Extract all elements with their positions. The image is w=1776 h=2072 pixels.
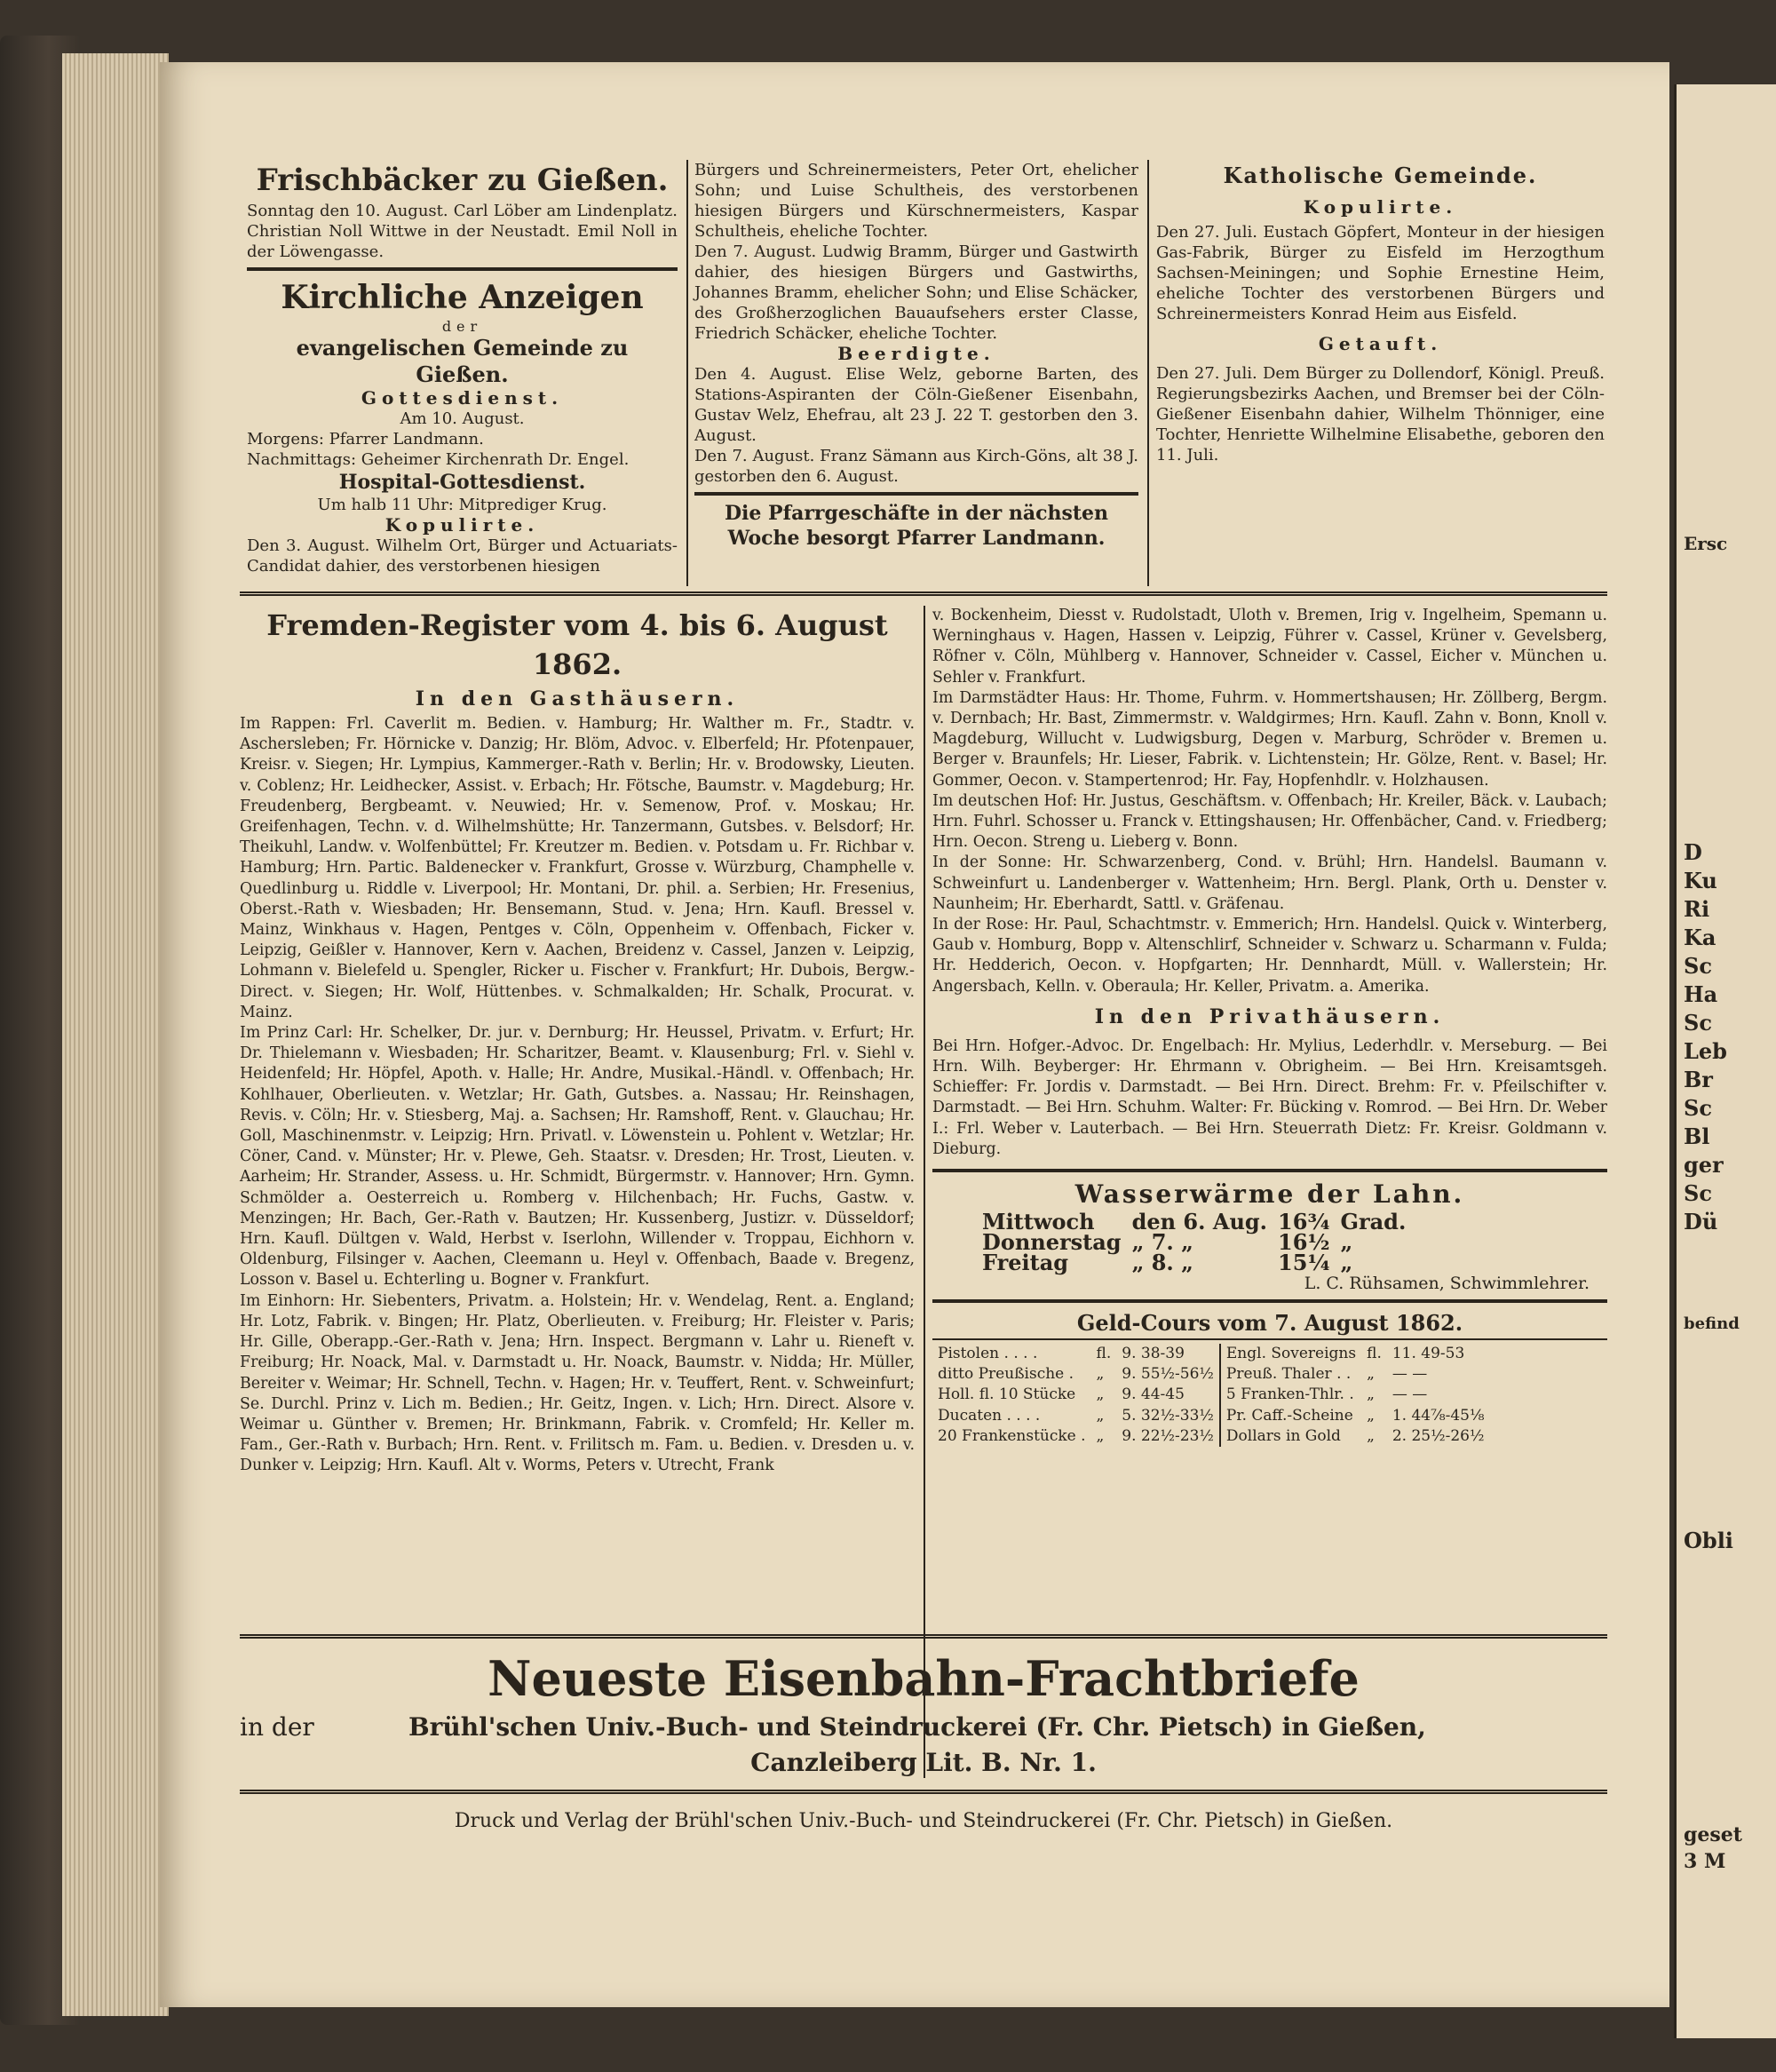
money-value: 9. 44-45	[1122, 1385, 1185, 1404]
facing-page-fragment: Ri	[1684, 896, 1710, 922]
section-divider	[240, 1634, 1607, 1639]
money-row	[932, 1406, 1220, 1426]
church-der: der	[441, 318, 483, 335]
facing-page-fragment: Br	[1684, 1067, 1713, 1092]
facing-page	[1674, 84, 1776, 2038]
money-name: Pr. Caff.-Scheine	[1225, 1406, 1353, 1425]
water-date: den 6. Aug.	[1131, 1209, 1268, 1235]
money-currency: „	[1367, 1426, 1375, 1445]
register-title: Fremden-Register vom 4. bis 6. August 1862.	[266, 608, 888, 681]
water-date: „ 8. „	[1131, 1250, 1193, 1276]
register-column-1	[240, 606, 915, 1477]
money-name: Preuß. Thaler . .	[1225, 1365, 1352, 1384]
church-subtitle: evangelischen Gemeinde zu Gießen.	[296, 335, 629, 387]
money-name: Holl. fl. 10 Stücke	[938, 1385, 1076, 1404]
bakers-title: Frischbäcker zu Gießen.	[256, 163, 669, 198]
money-currency: fl.	[1096, 1344, 1112, 1362]
money-value: 9. 55½-56½	[1122, 1365, 1214, 1384]
ad-line-2	[240, 1710, 1607, 1745]
register-column-2	[932, 606, 1607, 1447]
water-day: Mittwoch	[982, 1209, 1095, 1235]
money-currency: „	[1367, 1406, 1375, 1425]
ad-address: Canzleiberg Lit. B. Nr. 1.	[750, 1748, 1097, 1777]
register-private: Bei Hrn. Hofger.-Advoc. Dr. Engelbach: Hr. Mylius, Lederhdlr. v. Merseburg. — Bei Hrn. Wilh. Beyberger: Hr. Ehrmann v. Obrigheim. — Bei Hrn. Kreisamtsgeh. Schieffer: Fr. Jordis v. Darmstadt. — Bei Hrn. Direct. Brehm: Fr. v. Pfeilschifter v. Darmstadt. — Bei Hrn. Schuhm. Walter: Fr. Bücking v. Romrod. — Bei Hrn. Dr. Weber I.: Frl. Weber v. Lauterbach. — Bei Hrn. Steuerrath Dietz: Fr. Kreisr. Goldmann v. Dieburg.	[932, 1036, 1607, 1158]
water-date: „ 7. „	[1131, 1229, 1193, 1256]
water-day: Donnerstag	[982, 1229, 1122, 1256]
water-table	[977, 1211, 1411, 1274]
money-row	[932, 1385, 1220, 1405]
money-row	[932, 1426, 1220, 1447]
money-value: — —	[1391, 1365, 1428, 1384]
water-row	[977, 1252, 1411, 1273]
money-value: 9. 22½-23½	[1122, 1426, 1214, 1445]
catholic-kopulirte-heading: Kopulirte.	[1303, 196, 1458, 218]
facing-page-fragment: geset	[1684, 1823, 1742, 1846]
ad-in-der: in der	[240, 1712, 314, 1742]
money-name: 5 Franken-Thlr. .	[1225, 1385, 1354, 1404]
divider	[247, 267, 678, 271]
facing-page-fragment: Ku	[1684, 868, 1717, 893]
pastor-notice: Die Pfarrgeschäfte in der nächsten Woche besorgt Pfarrer Landmann.	[724, 502, 1109, 550]
money-row	[932, 1344, 1220, 1364]
service-date: Am 10. August.	[400, 409, 525, 428]
money-name: 20 Frankenstücke .	[938, 1426, 1086, 1445]
money-exchange	[932, 1308, 1607, 1447]
register-rose: In der Rose: Hr. Paul, Schachtmstr. v. Emmerich; Hrn. Handelsl. Quick v. Winterberg, Gaub v. Homburg, Bopp v. Altenschlirf, Schneider v. Schwarz u. Scharmann v. Fulda; Hr. Hedderich, Oecon. v. Hopfgarten; Hr. Dennhardt, Müll. v. Wallerstein; Hr. Angersbach, Kelln. v. Oberaula; Hr. Keller, Privatm. a. Amerika.	[932, 916, 1607, 996]
facing-page-fragment: Sc	[1684, 1180, 1712, 1206]
money-currency: fl.	[1367, 1344, 1382, 1362]
bakers-text: Sonntag den 10. August. Carl Löber am Lindenplatz. Christian Noll Wittwe in der Neustadt. Emil Noll in der Löwengasse.	[247, 202, 678, 261]
money-currency: „	[1367, 1365, 1375, 1384]
money-name: Ducaten . . . .	[938, 1406, 1041, 1425]
water-unit: „	[1340, 1229, 1353, 1256]
money-row	[1221, 1344, 1490, 1364]
water-value: 15¹⁄₄	[1278, 1250, 1330, 1276]
money-value: 2. 25½-26½	[1391, 1426, 1485, 1445]
money-row	[1221, 1426, 1490, 1447]
catholic-getauft-text: Den 27. Juli. Dem Bürger zu Dollendorf, Königl. Preuß. Regierungsbezirks Aachen, und Bremser bei der Cöln-Gießener Eisenbahn dahier, Wilhelm Thönniger, eine Tochter, Henriette Wilhelmine Elisabethe, geboren den 11. Juli.	[1156, 364, 1605, 464]
money-value: 9. 38-39	[1122, 1344, 1185, 1362]
facing-page-fragment: Obli	[1684, 1528, 1733, 1553]
section-divider	[240, 591, 1607, 596]
church-title: Kirchliche Anzeigen	[281, 279, 644, 316]
water-unit: „	[1340, 1250, 1353, 1276]
register-prinz-carl: Im Prinz Carl: Hr. Schelker, Dr. jur. v. Dernburg; Hr. Heussel, Privatm. v. Erfurt; Hr. Dr. Thielemann v. Wiesbaden; Hr. Scharitzer, Beamt. v. Klausenburg; Frl. v. Siehl v. Heidenfeld; Hr. Höpfel, Apoth. v. Halle; Hr. Andre, Musikal.-Händl. v. Offenbach; Hr. Kohlhauer, Oberlieuten. v. Wetzlar; Hr. Gath, Gutsbes. a. Nassau; Hr. Reinshagen, Revis. v. Cöln; Hr. v. Stiesberg, Maj. a. Sachsen; Hr. Ramshoff, Rent. v. Glauchau; Hr. Goll, Maschinenmstr. v. Leipzig; Hrn. Privatl. v. Löwenstein u. Pohlent v. Wetzlar; Hr. Cöner, Cand. v. Münster; Hr. v. Plewe, Geh. Staatsr. v. Dresden; Hr. Trost, Lieuten. v. Aarheim; Hr. Strander, Assess. u. Hr. Schmidt, Bürgermstr. v. Hannover; Hrn. Gymn. Schmölder a. Oesterreich u. Romberg v. Hilchenbach; Hr. Fuchs, Gastw. v. Menzingen; Hr. Bach, Ger.-Rath v. Bautzen; Hr. Kussenberg, Justizr. v. Düsseldorf; Hrn. Kaufl. Dültgen v. Wald, Herbst v. Iserlohn, Willender v. Troppau, Eichhorn v. Oldenburg, Filsinger v. Aachen, Cleemann u. Heyl v. Offenbach, Baade v. Bregenz, Losson v. Basel u. Echterling u. Bogner v. Frankfurt.	[240, 1024, 915, 1290]
facing-page-fragment: Sc	[1684, 1010, 1712, 1036]
facing-page-fragment: ger	[1684, 1152, 1724, 1178]
facing-page-fragment: Sc	[1684, 1095, 1712, 1121]
divider	[932, 1169, 1607, 1172]
register-einhorn: Im Einhorn: Hr. Siebenters, Privatm. a. Holstein; Hr. v. Wendelag, Rent. a. England; Hr. Lotz, Fabrik. v. Bingen; Hr. Platz, Oberlieuten. v. Freiburg; Hr. Fleister v. Paris; Hr. Gille, Oberapp.-Ger.-Rath v. Jena; Hrn. Inspect. Bergmann v. Lahr u. Rieneft v. Freiburg; Hr. Noack, Mal. v. Darmstadt u. Hr. Noack, Baumstr. v. Nidda; Hr. Müller, Bereiter v. Weimar; Hr. Schnell, Techn. v. Hagen; Hr. v. Teuffert, Rent. v. Schweinfurt; Se. Durchl. Prinz v. Lich m. Bedien.; Hr. Geitz, Ingen. v. Lich; Hrn. Direct. Alsore v. Weimar u. Günther v. Bremen; Hr. Brinkmann, Fabrik. v. Cromfeld; Hr. Keller m. Fam., Ger.-Rath v. Burbach; Hrn. Rent. v. Frilitsch m. Fam. u. Bedien. v. Dresden u. v. Dunker v. Leipzig; Hrn. Kaufl. Alt v. Worms, Peters v. Utrecht, Frank	[240, 1291, 915, 1475]
money-name: Dollars in Gold	[1225, 1426, 1341, 1445]
catholic-getauft-heading: Getauft.	[1318, 333, 1443, 354]
page-edges	[62, 53, 169, 2016]
kopulirte-text: Den 3. August. Wilhelm Ort, Bürger und Actuariats-Candidat dahier, des verstorbenen hiesigen	[247, 536, 678, 576]
page-content	[240, 151, 1607, 1927]
beerdigte-heading: Beerdigte.	[837, 343, 995, 364]
money-row	[1221, 1406, 1490, 1426]
money-tables	[932, 1338, 1607, 1447]
water-unit: Grad.	[1340, 1209, 1407, 1235]
service-heading: Gottesdienst.	[361, 387, 564, 409]
money-row	[932, 1364, 1220, 1385]
facing-page-fragment: Ka	[1684, 925, 1717, 950]
money-name: Pistolen . . . .	[938, 1344, 1038, 1362]
ad-printer: Brühl'schen Univ.-Buch- und Steindruckerei (Fr. Chr. Pietsch) in Gießen,	[408, 1712, 1426, 1742]
money-currency: „	[1096, 1426, 1105, 1445]
catholic-title: Katholische Gemeinde.	[1223, 163, 1538, 188]
facing-page-fragment: Sc	[1684, 953, 1712, 979]
money-currency: „	[1096, 1385, 1105, 1404]
water-temperature	[932, 1178, 1607, 1294]
service-afternoon: Nachmittags: Geheimer Kirchenrath Dr. Engel.	[247, 450, 630, 469]
money-table-right	[1221, 1344, 1490, 1447]
money-currency: „	[1096, 1365, 1105, 1384]
advertisement	[240, 1647, 1607, 1781]
divider	[932, 1299, 1607, 1303]
register-sonne: In der Sonne: Hr. Schwarzenberg, Cond. v. Brühl; Hrn. Handelsl. Baumann v. Schweinfurt u. Landenberger v. Wattenheim; Hrn. Bergl. Plank, Orth u. Denster v. Naunheim; Hr. Eberhardt, Sattl. v. Gräfenau.	[932, 853, 1607, 913]
section-divider	[240, 1790, 1607, 1794]
beerdigte-text-2: Den 7. August. Franz Sämann aus Kirch-Göns, alt 38 J. gestorben den 6. August.	[694, 447, 1138, 486]
register-rappen: Im Rappen: Frl. Caverlit m. Bedien. v. Hamburg; Hr. Walther m. Fr., Stadtr. v. Aschersleben; Fr. Hörnicke v. Danzig; Hr. Blöm, Advoc. v. Elberfeld; Hr. Pfotenpauer, Kreisr. v. Siegen; Hr. Lympius, Kammerger.-Rath v. Berlin; Hr. v. Brodowsky, Lieuten. v. Coblenz; Hr. Leidhecker, Assist. v. Erbach; Hr. Fötsche, Baumstr. v. Magdeburg; Hr. Freudenberg, Bergbeamt. v. Neuwied; Hr. v. Semenow, Prof. v. Moskau; Hr. Greifenhagen, Techn. v. d. Wilhelmshütte; Hr. Tanzermann, Gutsbes. v. Belsdorf; Hr. Theikuhl, Landw. v. Wolfenbüttel; Fr. Kreutzer m. Bedien. v. Potsdam u. Fr. Richbar v. Hamburg; Hrn. Partic. Baldenecker v. Frankfurt, Grosse v. Würzburg, Champhelle v. Quedlinburg u. Riddle v. Liverpool; Hr. Montani, Dr. phil. a. Serbien; Hr. Fresenius, Oberst.-Rath v. Wiesbaden; Hr. Bensemann, Stud. v. Jena; Hrn. Kaufl. Bressel v. Mainz, Winkhaus v. Hagen, Pentges v. Cöln, Oppenheim v. Offenbach, Ficker v. Leipzig, Geißler v. Hannover, Kern v. Aachen, Breidenz v. Cassel, Janzen v. Leipzig, Lohmann v. Bielefeld u. Spengler, Ricker u. Fischer v. Frankfurt; Hr. Dubois, Bergw.-Direct. v. Siegen; Hr. Wolf, Hüttenbes. v. Schmalkalden; Hr. Schalk, Procurat. v. Mainz.	[240, 715, 915, 1021]
column-divider	[924, 606, 925, 1778]
money-currency: „	[1096, 1406, 1105, 1425]
facing-page-fragment: 3 M	[1684, 1850, 1726, 1873]
facing-page-fragment: D	[1684, 839, 1702, 865]
register-deutscher-hof: Im deutschen Hof: Hr. Justus, Geschäftsm. v. Offenbach; Hr. Kreiler, Bäck. v. Laubach; Hrn. Fuhrl. Schosser u. Franck v. Ettingshausen; Hr. Offenbächer, Cand. v. Friedberg; Hrn. Oecon. Streng u. Lieberg v. Bonn.	[932, 791, 1607, 852]
water-day: Freitag	[982, 1250, 1069, 1276]
money-name: Engl. Sovereigns	[1225, 1344, 1357, 1362]
column-divider	[686, 160, 688, 586]
hospital-heading: Hospital-Gottesdienst.	[338, 471, 586, 494]
water-signature: L. C. Rühsamen, Schwimmlehrer.	[1304, 1273, 1590, 1293]
column-top-2	[694, 160, 1138, 551]
money-value: 1. 44⅞-45⅛	[1391, 1406, 1485, 1425]
column-divider	[1147, 160, 1149, 586]
divider	[694, 492, 1138, 496]
church-marriage-text: Den 7. August. Ludwig Bramm, Bürger und Gastwirth dahier, des hiesigen Bürgers und Gastwirths, Johannes Bramm, ehelicher Sohn; und Elise Schäcker, des Großherzoglichen Bauaufsehers erster Classe, Friedrich Schäcker, eheliche Tochter.	[694, 242, 1138, 343]
register-private-heading: In den Privathäusern.	[1094, 1004, 1446, 1028]
register-continued: v. Bockenheim, Diesst v. Rudolstadt, Uloth v. Bremen, Irig v. Ingelheim, Spemann u. Werninghaus v. Hagen, Hassen v. Leipzig, Führer v. Cassel, Krüner v. Gevelsberg, Röfner v. Cöln, Mühlberg v. Hannover, Schneider v. Cassel, Eicher v. München u. Sehler v. Frankfurt.	[932, 607, 1607, 687]
facing-page-fragment: Dü	[1684, 1209, 1718, 1234]
imprint-footer: Druck und Verlag der Brühl'schen Univ.-Buch- und Steindruckerei (Fr. Chr. Pietsch) in Gießen.	[454, 1810, 1393, 1832]
facing-page-fragment: Ha	[1684, 981, 1718, 1007]
column-top-3	[1156, 160, 1605, 465]
service-morning: Morgens: Pfarrer Landmann.	[247, 430, 484, 449]
water-value: 16³⁄₄	[1278, 1209, 1330, 1235]
facing-page-fragment: Ersc	[1684, 533, 1728, 554]
facing-page-fragment: befind	[1684, 1314, 1740, 1333]
kopulirte-heading: Kopulirte.	[385, 514, 540, 536]
church-continued-text: Bürgers und Schreinermeisters, Peter Ort, ehelicher Sohn; und Luise Schultheis, des verstorbenen hiesigen Bürgers und Kürschnermeisters, Kaspar Schultheis, eheliche Tochter.	[694, 161, 1138, 241]
hospital-time: Um halb 11 Uhr: Mitprediger Krug.	[317, 496, 607, 514]
beerdigte-text-1: Den 4. August. Elise Welz, geborne Barten, des Stations-Aspiranten der Cöln-Gießener Eisenbahn, Gustav Welz, Ehefrau, alt 23 J. 22 T. gestorben den 3. August.	[694, 365, 1138, 445]
facing-page-fragment: Bl	[1684, 1123, 1710, 1149]
money-row	[1221, 1385, 1490, 1405]
money-name: ditto Preußische .	[938, 1365, 1074, 1384]
column-top-1	[247, 160, 678, 576]
money-title: Geld-Cours vom 7. August 1862.	[1076, 1309, 1463, 1336]
money-value: — —	[1391, 1385, 1428, 1404]
water-title: Wasserwärme der Lahn.	[1074, 1179, 1465, 1210]
facing-page-fragment: Leb	[1684, 1038, 1727, 1064]
money-row	[1221, 1364, 1490, 1385]
catholic-kopulirte-text: Den 27. Juli. Eustach Göpfert, Monteur in der hiesigen Gas-Fabrik, Bürger zu Eisfeld im Herzogthum Sachsen-Meiningen; und Sophie Ernestine Heim, eheliche Tochter des verstorbenen Bürgers und Schreinermeisters Konrad Heim aus Eisfeld.	[1156, 223, 1605, 323]
money-value: 5. 32½-33½	[1122, 1406, 1214, 1425]
money-currency: „	[1367, 1385, 1375, 1404]
ad-title: Neueste Eisenbahn-Frachtbriefe	[488, 1650, 1360, 1707]
money-table-left	[932, 1344, 1221, 1447]
money-value: 11. 49-53	[1391, 1344, 1465, 1362]
register-houses-heading: In den Gasthäusern.	[415, 687, 740, 711]
water-value: 16¹⁄₂	[1278, 1229, 1330, 1256]
register-darmstaedter-haus: Im Darmstädter Haus: Hr. Thome, Fuhrm. v. Hommertshausen; Hr. Zöllberg, Bergm. v. Dernbach; Hr. Bast, Zimmermstr. v. Waldgirmes; Hrn. Kaufl. Zahn v. Bonn, Knoll v. Magdeburg, Willucht v. Ludwigsburg, Degen v. Marburg, Schröder v. Bremen u. Berger v. Braunfels; Hr. Lieser, Fabrik. v. Lichtenstein; Hr. Gölze, Rent. v. Basel; Hr. Gommer, Oecon. v. Stampertenrod; Hr. Fay, Hopfenhdlr. v. Holzhausen.	[932, 688, 1607, 790]
